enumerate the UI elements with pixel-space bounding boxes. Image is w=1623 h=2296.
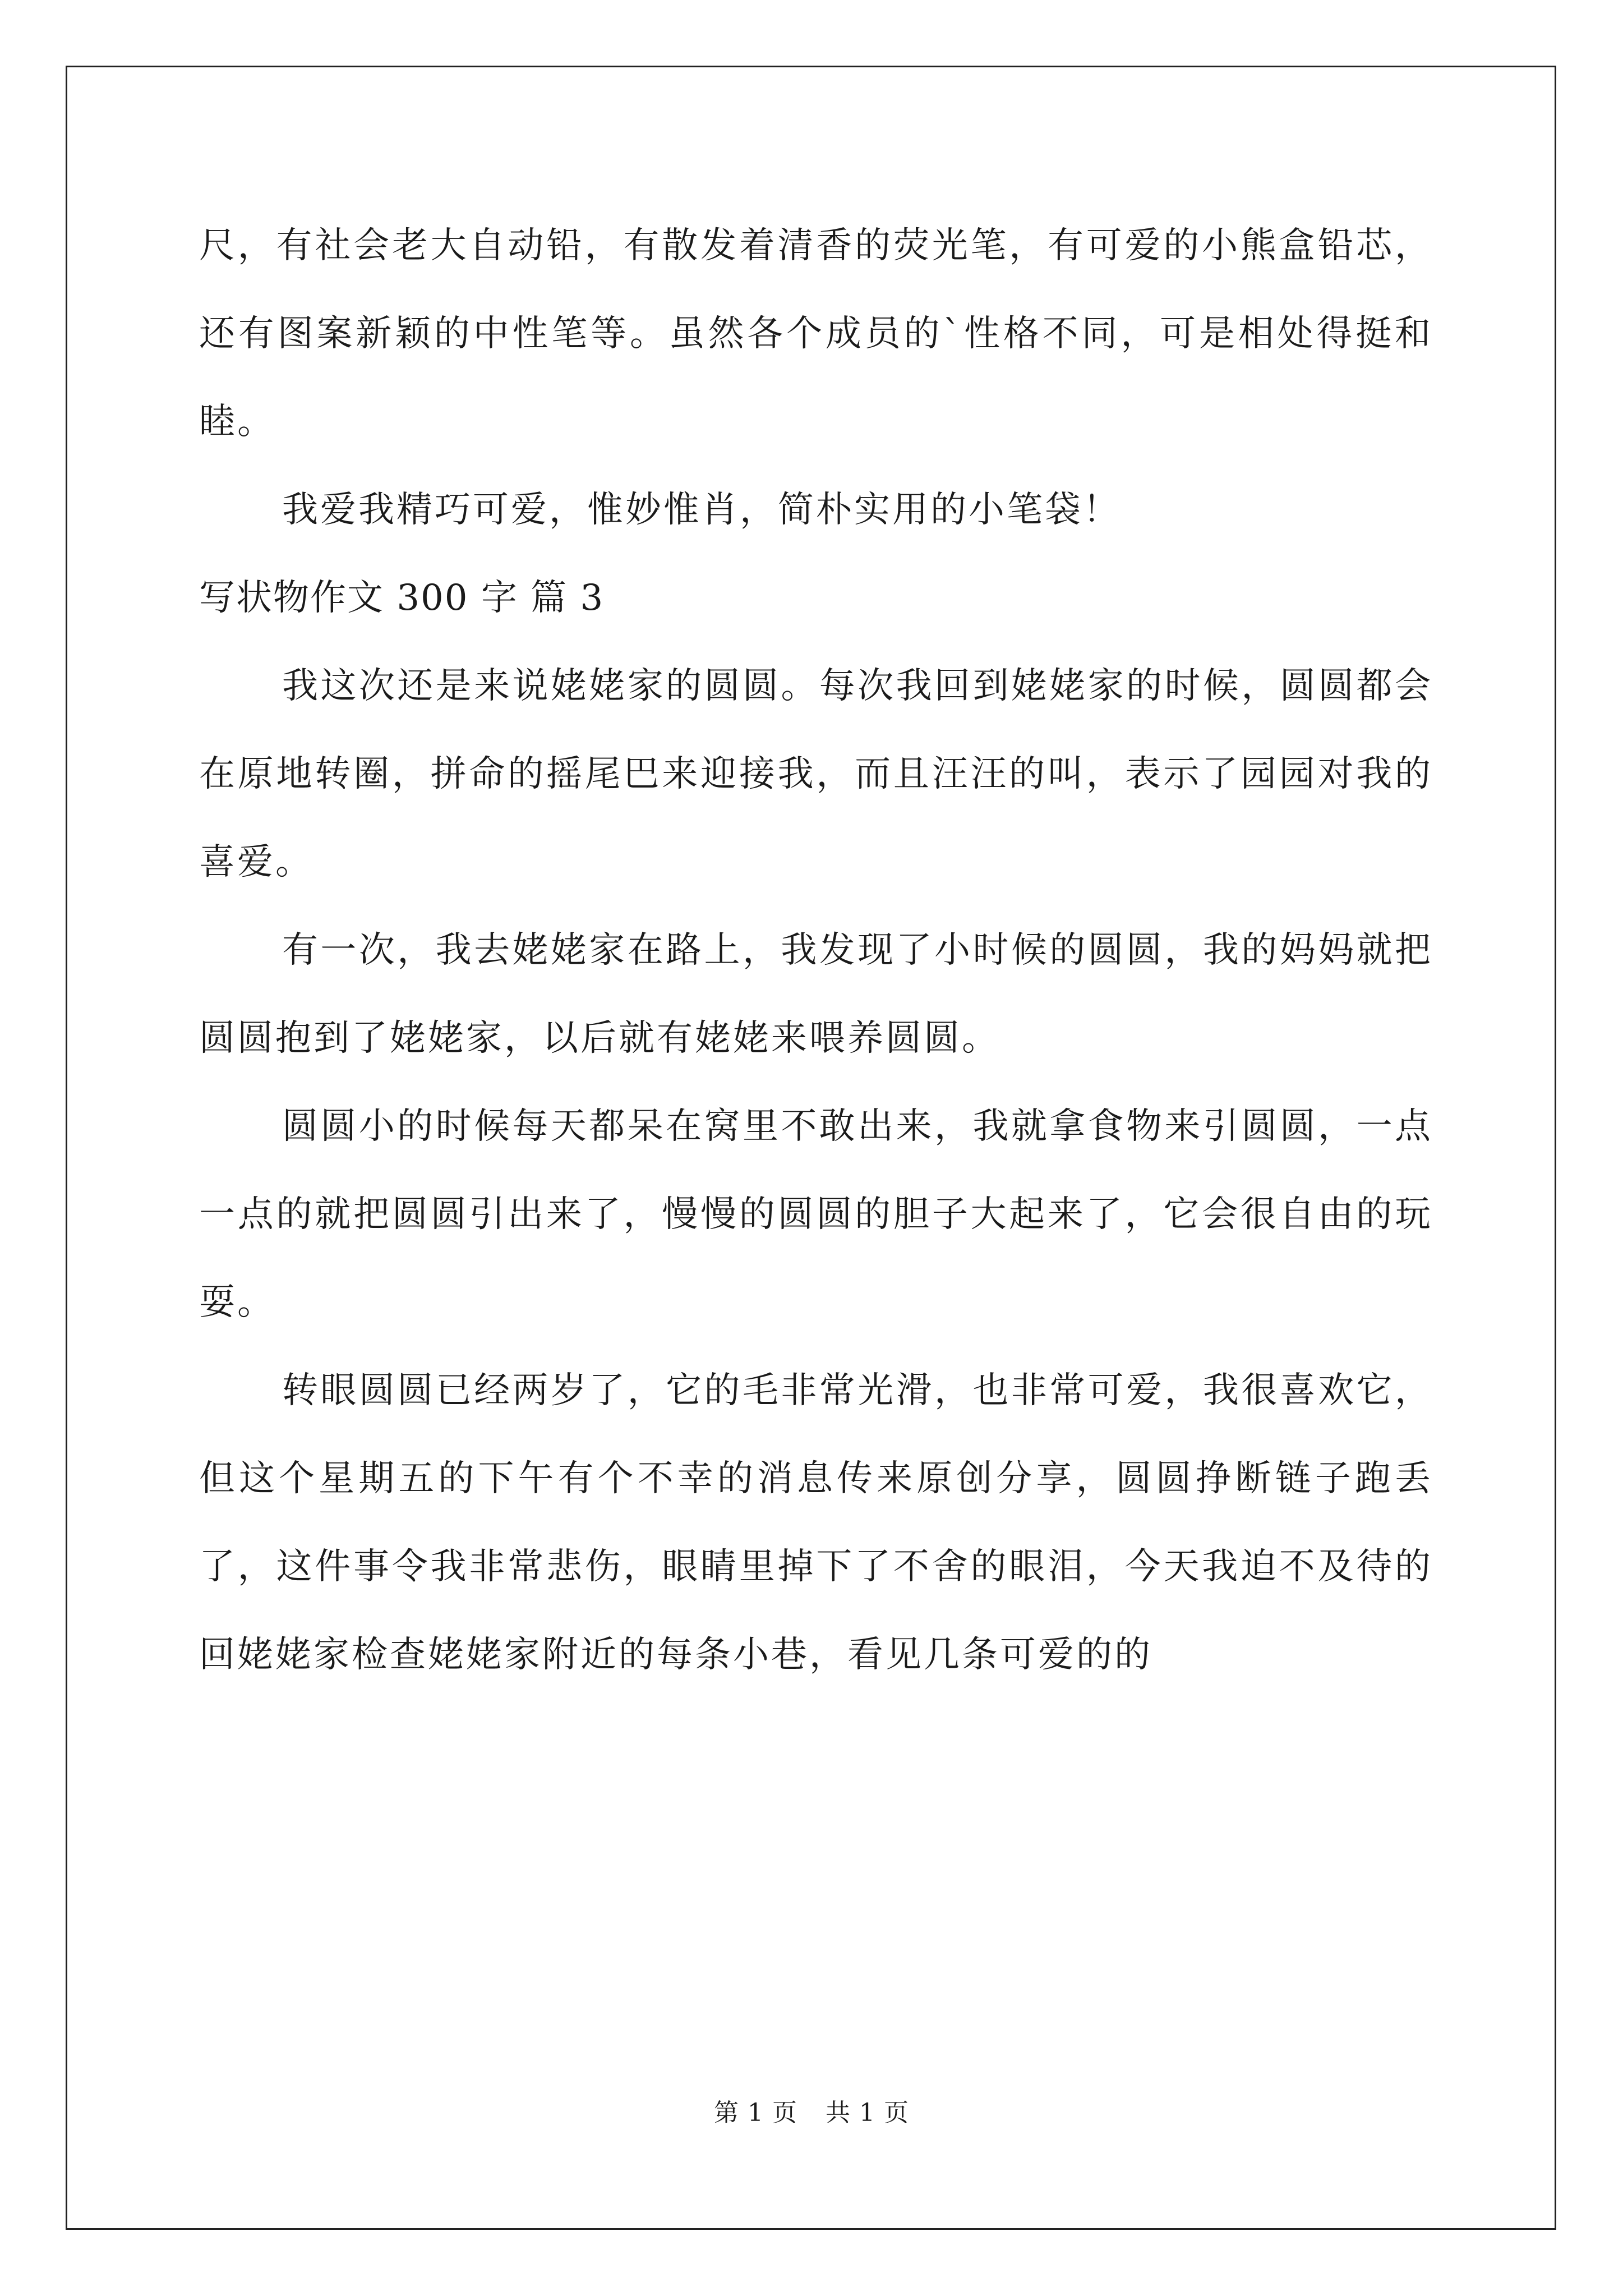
paragraph-yuanyuan-young: 圆圆小的时候每天都呆在窝里不敢出来，我就拿食物来引圆圆，一点一点的就把圆圆引出来了，慢慢的圆圆的胆子大起来了，它会很自由的玩耍。	[199, 1106, 1433, 1323]
page-number: 第 1 页	[714, 2099, 797, 2127]
page-footer	[0, 2092, 1623, 2128]
section-heading: 写状物作文 300 字 篇 3	[199, 577, 605, 619]
document-body	[199, 202, 1433, 1699]
page-total: 共 1 页	[826, 2099, 909, 2127]
paragraph-pencil-case-closing: 我爱我精巧可爱，惟妙惟肖，简朴实用的小笔袋！	[282, 489, 1121, 531]
paragraph-yuanyuan-intro: 我这次还是来说姥姥家的圆圆。每次我回到姥姥家的时候，圆圆都会在原地转圈，拼命的摇尾巴来迎接我，而且汪汪的叫，表示了园园对我的喜爱。	[199, 665, 1433, 883]
paragraph-continuation: 尺，有社会老大自动铅，有散发着清香的荧光笔，有可爱的小熊盒铅芯，还有图案新颖的中性笔等。虽然各个成员的`性格不同，可是相处得挺和睦。	[199, 225, 1433, 443]
paragraph-yuanyuan-lost: 转眼圆圆已经两岁了，它的毛非常光滑，也非常可爱，我很喜欢它，但这个星期五的下午有个不幸的消息传来原创分享，圆圆挣断链子跑丢了，这件事令我非常悲伤，眼睛里掉下了不舍的眼泪，今天我迫不及待的回姥姥家检查姥姥家附近的每条小巷，看见几条可爱的的	[199, 1370, 1433, 1676]
paragraph-found-yuanyuan: 有一次，我去姥姥家在路上，我发现了小时候的圆圆，我的妈妈就把圆圆抱到了姥姥家，以后就有姥姥来喂养圆圆。	[199, 930, 1433, 1059]
